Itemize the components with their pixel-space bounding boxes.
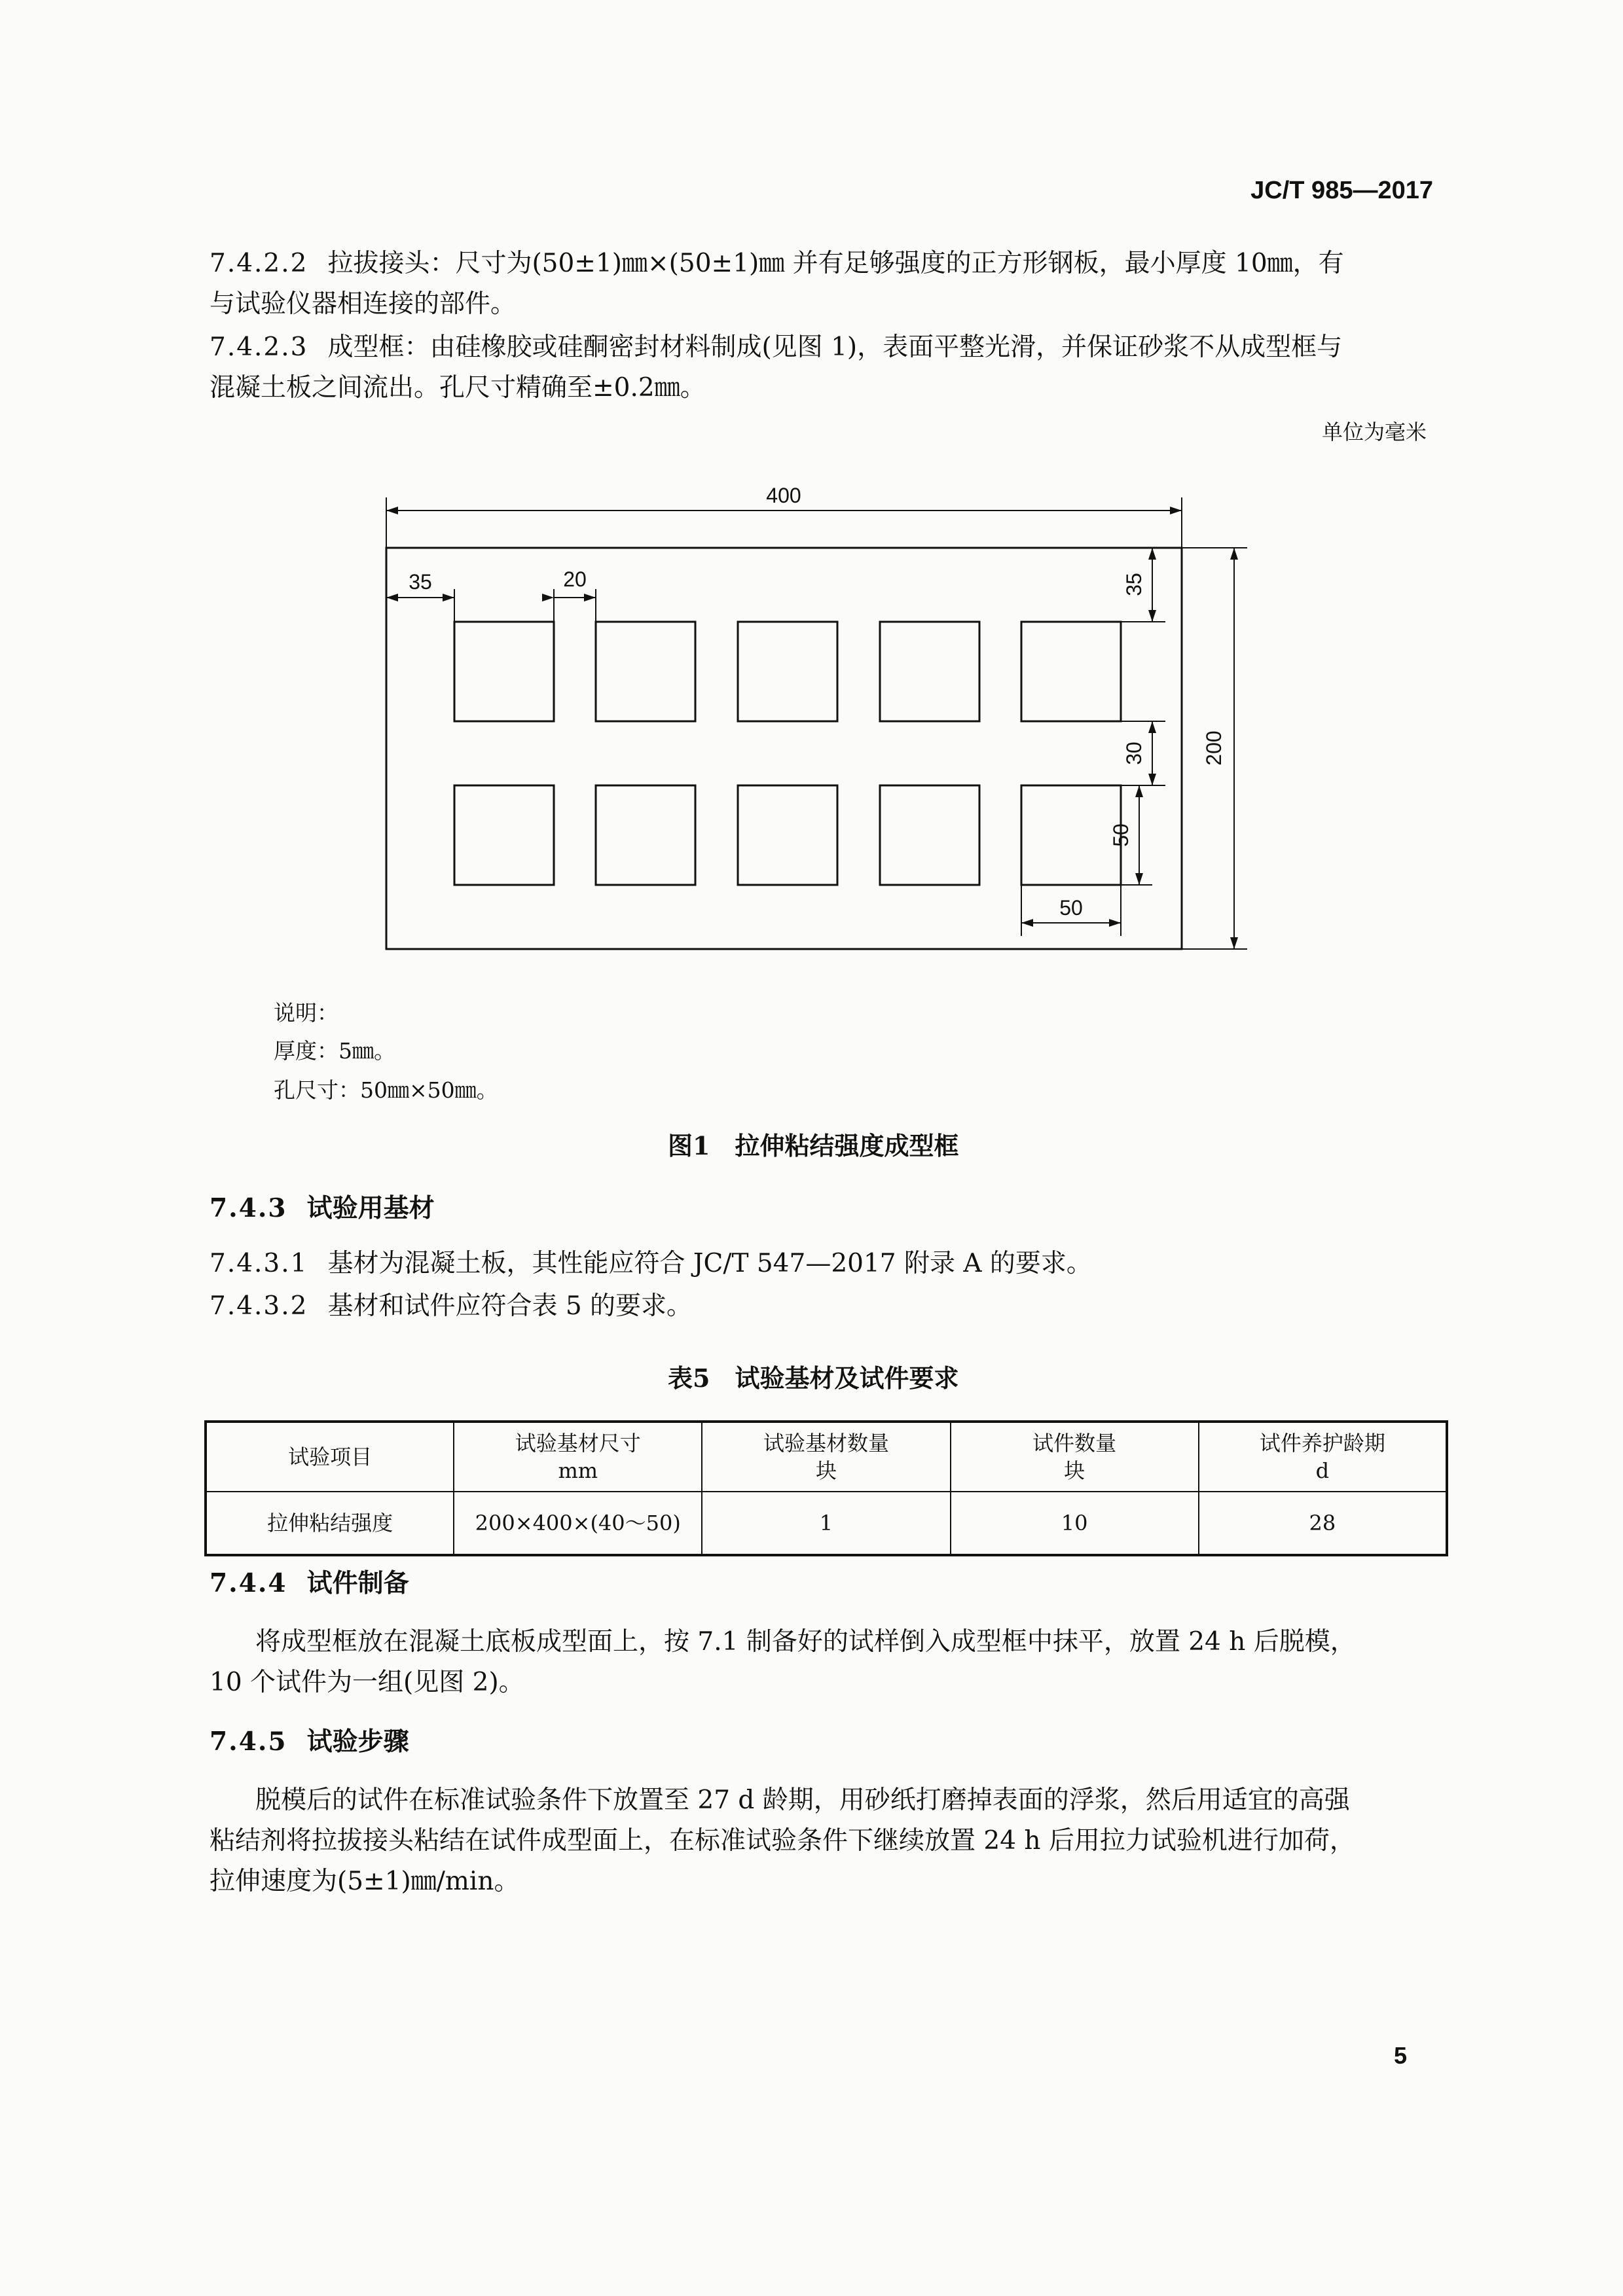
hole [880, 622, 979, 721]
figure-notes-title: 说明： [274, 1000, 338, 1026]
section-number: 7.4.5 [210, 1727, 287, 1757]
section-number: 7.4.4 [210, 1568, 287, 1598]
table-header-cell: 试验基材数量 块 [702, 1422, 950, 1492]
page-number: 5 [1393, 2042, 1407, 2069]
figure-1-mold-frame [367, 478, 1270, 975]
figure-note-hole-size: 孔尺寸：50㎜×50㎜。 [274, 1077, 498, 1103]
table-header-cell: 试验基材尺寸 mm [454, 1422, 702, 1492]
table-header-row [206, 1422, 1447, 1492]
clause-number: 7.4.2.3 [210, 332, 308, 362]
hole [738, 622, 837, 721]
section-7-4-5-heading [210, 1721, 409, 1762]
dim-row-gap: 30 [1122, 742, 1146, 765]
hole [454, 622, 554, 721]
dim-left-margin: 35 [409, 570, 432, 594]
table-row [206, 1492, 1447, 1555]
dim-gap: 20 [563, 567, 587, 591]
hole [596, 785, 695, 885]
table-cell: 28 [1199, 1492, 1447, 1555]
table-header-cell: 试件养护龄期 d [1199, 1422, 1447, 1492]
dim-top-margin: 35 [1122, 573, 1146, 596]
clause-7-4-2-3-cont: 混凝土板之间流出。孔尺寸精确至±0.2㎜。 [210, 373, 706, 403]
table-cell: 10 [951, 1492, 1199, 1555]
hole [880, 785, 979, 885]
clause-7-4-2-2-cont: 与试验仪器相连接的部件。 [210, 289, 517, 319]
dim-width: 400 [766, 484, 801, 507]
table-header-cell: 试件数量 块 [951, 1422, 1199, 1492]
section-7-4-3-heading [210, 1188, 435, 1229]
table-header-cell: 试验项目 [206, 1422, 454, 1492]
section-title: 试件制备 [306, 1568, 409, 1598]
dim-hole-width: 50 [1059, 896, 1083, 920]
table-5 [204, 1420, 1448, 1556]
dim-height: 200 [1202, 730, 1226, 766]
clause-number: 7.4.2.2 [210, 249, 308, 278]
unit-note: 单位为毫米 [1321, 420, 1427, 444]
clause-text: 拉拔接头：尺寸为(50±1)㎜×(50±1)㎜ 并有足够强度的正方形钢板，最小厚度 10㎜，有 [327, 249, 1344, 278]
section-7-4-4-heading [210, 1563, 409, 1604]
hole [738, 785, 837, 885]
paragraph-7-4-4-line-2: 10 个试件为一组(见图 2)。 [210, 1668, 524, 1697]
clause-7-4-3-1 [210, 1244, 1092, 1284]
clause-text: 基材和试件应符合表 5 的要求。 [327, 1291, 693, 1321]
clause-7-4-3-2 [210, 1286, 692, 1327]
clause-text: 基材为混凝土板，其性能应符合 JC/T 547—2017 附录 A 的要求。 [327, 1249, 1092, 1278]
clause-number: 7.4.3.2 [210, 1291, 308, 1321]
hole [1021, 785, 1121, 885]
clause-7-4-2-3 [210, 327, 1342, 368]
dim-hole-height: 50 [1109, 823, 1133, 847]
mold-frame-drawing [367, 478, 1270, 975]
figure-1-caption: 图1 拉伸粘结强度成型框 [668, 1131, 959, 1160]
frame-outline [386, 548, 1182, 949]
table-cell: 1 [702, 1492, 950, 1555]
standard-number: JC/T 985—2017 [1250, 177, 1433, 204]
hole [596, 622, 695, 721]
table-cell: 200×400×(40～50) [454, 1492, 702, 1555]
hole [454, 785, 554, 885]
paragraph-7-4-5-line-2: 粘结剂将拉拔接头粘结在试件成型面上，在标准试验条件下继续放置 24 h 后用拉力试验机进行加荷， [210, 1826, 1355, 1856]
paragraph-7-4-5-line-1: 脱模后的试件在标准试验条件下放置至 27 d 龄期，用砂纸打磨掉表面的浮浆，然后用适宜的高强 [255, 1785, 1350, 1815]
table-5-caption: 表5 试验基材及试件要求 [668, 1363, 959, 1393]
clause-text: 成型框：由硅橡胶或硅酮密封材料制成(见图 1)，表面平整光滑，并保证砂浆不从成型框与 [327, 332, 1343, 362]
section-title: 试验步骤 [306, 1727, 409, 1757]
paragraph-7-4-4-line-1: 将成型框放在混凝土底板成型面上，按 7.1 制备好的试样倒入成型框中抹平，放置 24 h 后脱模， [255, 1627, 1356, 1657]
figure-note-thickness: 厚度：5㎜。 [274, 1038, 395, 1064]
section-number: 7.4.3 [210, 1193, 287, 1223]
table-cell: 拉伸粘结强度 [206, 1492, 454, 1555]
paragraph-7-4-5-line-3: 拉伸速度为(5±1)㎜/min。 [210, 1867, 520, 1896]
clause-7-4-2-2 [210, 243, 1344, 284]
clause-number: 7.4.3.1 [210, 1249, 308, 1278]
hole [1021, 622, 1121, 721]
section-title: 试验用基材 [306, 1193, 435, 1223]
